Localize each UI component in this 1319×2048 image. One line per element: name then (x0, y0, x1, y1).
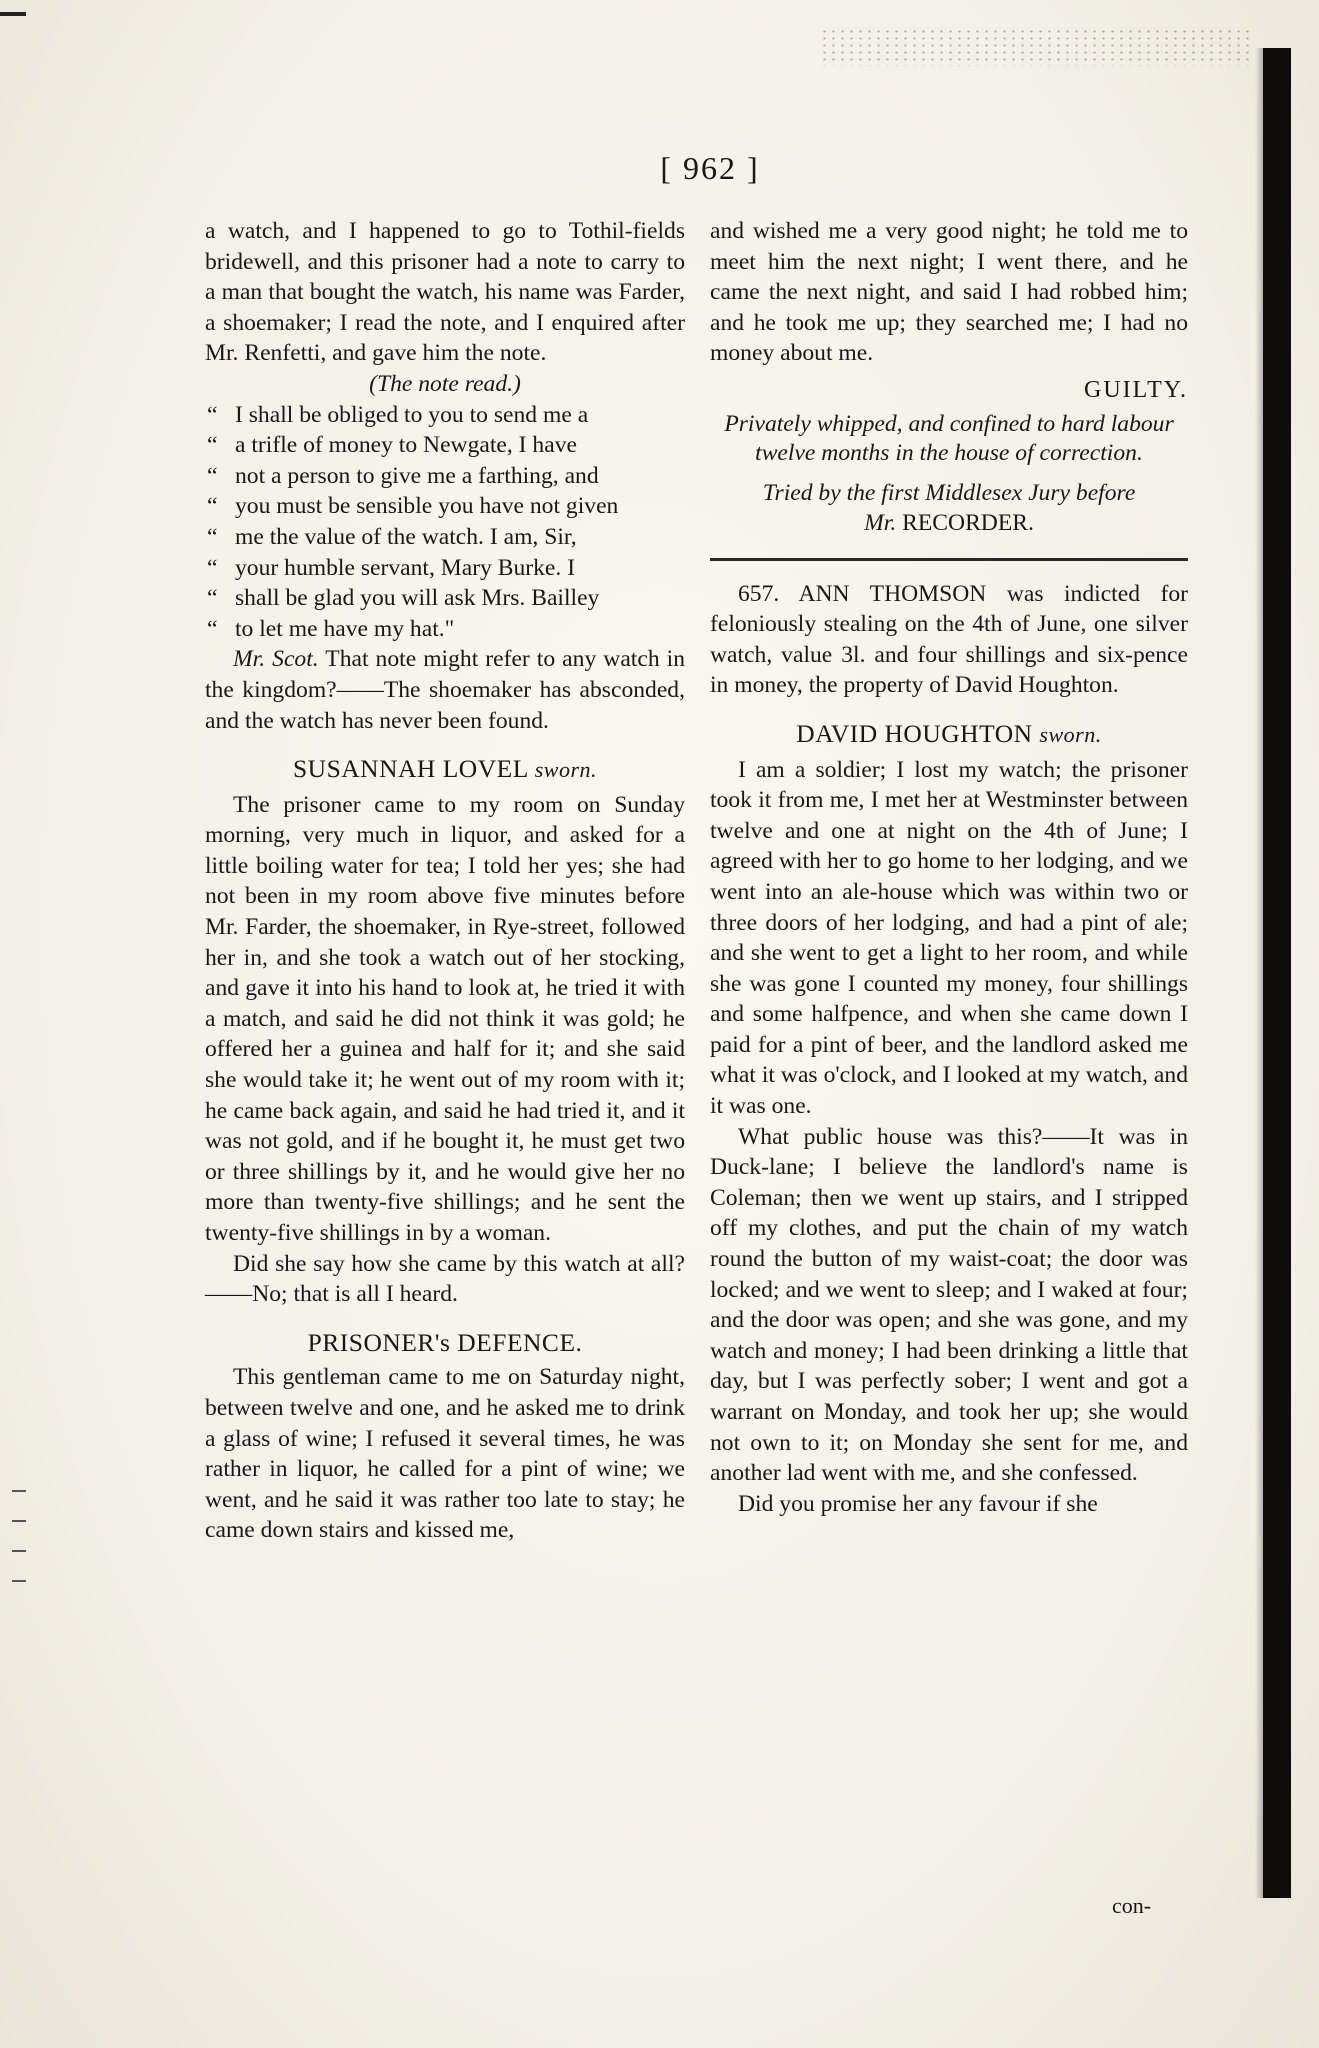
book-spine-edge (1263, 48, 1291, 1898)
section-rule (710, 558, 1188, 561)
note-quote (205, 400, 685, 645)
sentence: Privately whipped, and confined to hard labour twelve months in the house of correction. (724, 410, 1174, 466)
quote-line: “ not a person to give me a farthing, and (205, 461, 685, 492)
quote-line: “ you must be sensible you have not given (205, 491, 685, 522)
speaker-name: Mr. Scot. (233, 646, 319, 673)
witness-heading (205, 754, 685, 786)
case-number: 657. (738, 580, 780, 607)
scot-paragraph (205, 644, 685, 736)
scan-noise (820, 28, 1250, 66)
defendant-name: ANN THOMSON (798, 580, 987, 607)
witness-heading (710, 719, 1188, 751)
spine-shadow (1255, 48, 1263, 1898)
sworn-label: sworn. (534, 757, 598, 783)
recorder-title: RECORDER. (902, 509, 1034, 536)
tried-line: Tried by the first Middlesex Jury before (762, 479, 1136, 506)
scot-text: That note might refer to any watch in the kingdom?——The shoemaker has absconded, and the watch has never been found. (205, 646, 685, 734)
defence-heading: PRISONER's DEFENCE. (307, 1327, 583, 1357)
page-number: [ 962 ] (660, 150, 760, 186)
right-column (710, 216, 1188, 1519)
witness-name: DAVID HOUGHTON (796, 718, 1033, 748)
note-read-label: (The note read.) (369, 370, 521, 397)
tried-mr: Mr. (864, 509, 897, 536)
left-column (205, 216, 685, 1546)
catchword: con- (1112, 1893, 1152, 1918)
sworn-label: sworn. (1039, 721, 1102, 747)
witness-name: SUSANNAH LOVEL (292, 754, 528, 784)
defence-paragraph: This gentleman came to me on Saturday night, between twelve and one, and he asked me to drink a glass of wine; I refused it several times, he was rather in liquor, he called for a pint of wine; we went, and he said it was rather too late to stay; he came down stairs and kissed me, (205, 1364, 685, 1544)
quote-line: “ a trifle of money to Newgate, I have (205, 430, 685, 461)
question-paragraph: Did you promise her any favour if she (738, 1490, 1098, 1517)
question-paragraph: What public house was this?——It was in Duck-lane; I believe the landlord's name is Coleman; then we went up stairs, and I stripped off my clothes, and put the chain of my watch round the button of my waist-coat; the door was locked; and we went to sleep; and I waked at four; and the door was open; and she was gone, and my watch and money; I had been drinking a little that day, but I was perfectly sober; I went and got a warrant on Monday, and took her up; she would not own to it; on Monday she sent for me, and another lad went with me, and she confessed. (710, 1123, 1188, 1487)
case-text: was indicted for feloniously stealing on the 4th of June, one silver watch, value 3l. and four shillings and six-pence in money, the property of David Houghton. (710, 580, 1188, 699)
margin-marks (0, 1480, 40, 1600)
paragraph-continued: a watch, and I happened to go to Tothil-fields bridewell, and this prisoner had a note to carry to a man that bought the watch, his name was Farder, a shoemaker; I read the note, and I enquired after Mr. Renfetti, and gave him the note. (205, 218, 685, 367)
quote-line: “ to let me have my hat." (205, 614, 685, 645)
case-paragraph (710, 579, 1188, 701)
verdict: GUILTY. (1083, 376, 1188, 403)
tried-before (710, 478, 1188, 538)
paragraph-continued: and wished me a very good night; he told me to meet him the next night; I went there, and he came the next night, and said I had robbed him; and he took me up; they searched me; I had no money about me. (710, 218, 1188, 367)
scan-mark (0, 12, 26, 16)
quote-line: “ your humble servant, Mary Burke. I (205, 553, 685, 584)
quote-line: “ I shall be obliged to you to send me a (205, 400, 685, 431)
quote-line: “ shall be glad you will ask Mrs. Bailley (205, 583, 685, 614)
testimony-paragraph: The prisoner came to my room on Sunday morning, very much in liquor, and asked for a little boiling water for tea; I told her yes; she had not been in my room above five minutes before Mr. Farder, the shoemaker, in Rye-street, followed her in, and she took a watch out of her stocking, and gave it into his hand to look at, he tried it with a match, and said he did not think it was gold; he offered her a guinea and half for it; and she said she would take it; he went out of my room with it; he came back again, and said he had tried it, and it was not gold, and if he bought it, he must get two or three shillings by it, and he would give her no more than twenty-five shillings; and he sent the twenty-five shillings in by a woman. (205, 791, 685, 1246)
testimony-paragraph: I am a soldier; I lost my watch; the prisoner took it from me, I met her at Westminster between twelve and one at night on the 4th of June; I agreed with her to go home to her lodging, and we went into an ale-house which was within two or three doors of her lodging, and had a pint of ale; and she went to get a light to her room, and while she was gone I counted my money, four shillings and some halfpence, and when she came down I paid for a pint of beer, and the landlord asked me what it was o'clock, and I looked at my watch, and it was one. (710, 756, 1188, 1120)
quote-line: “ me the value of the watch. I am, Sir, (205, 522, 685, 553)
question-paragraph: Did she say how she came by this watch at all?——No; that is all I heard. (205, 1250, 685, 1308)
